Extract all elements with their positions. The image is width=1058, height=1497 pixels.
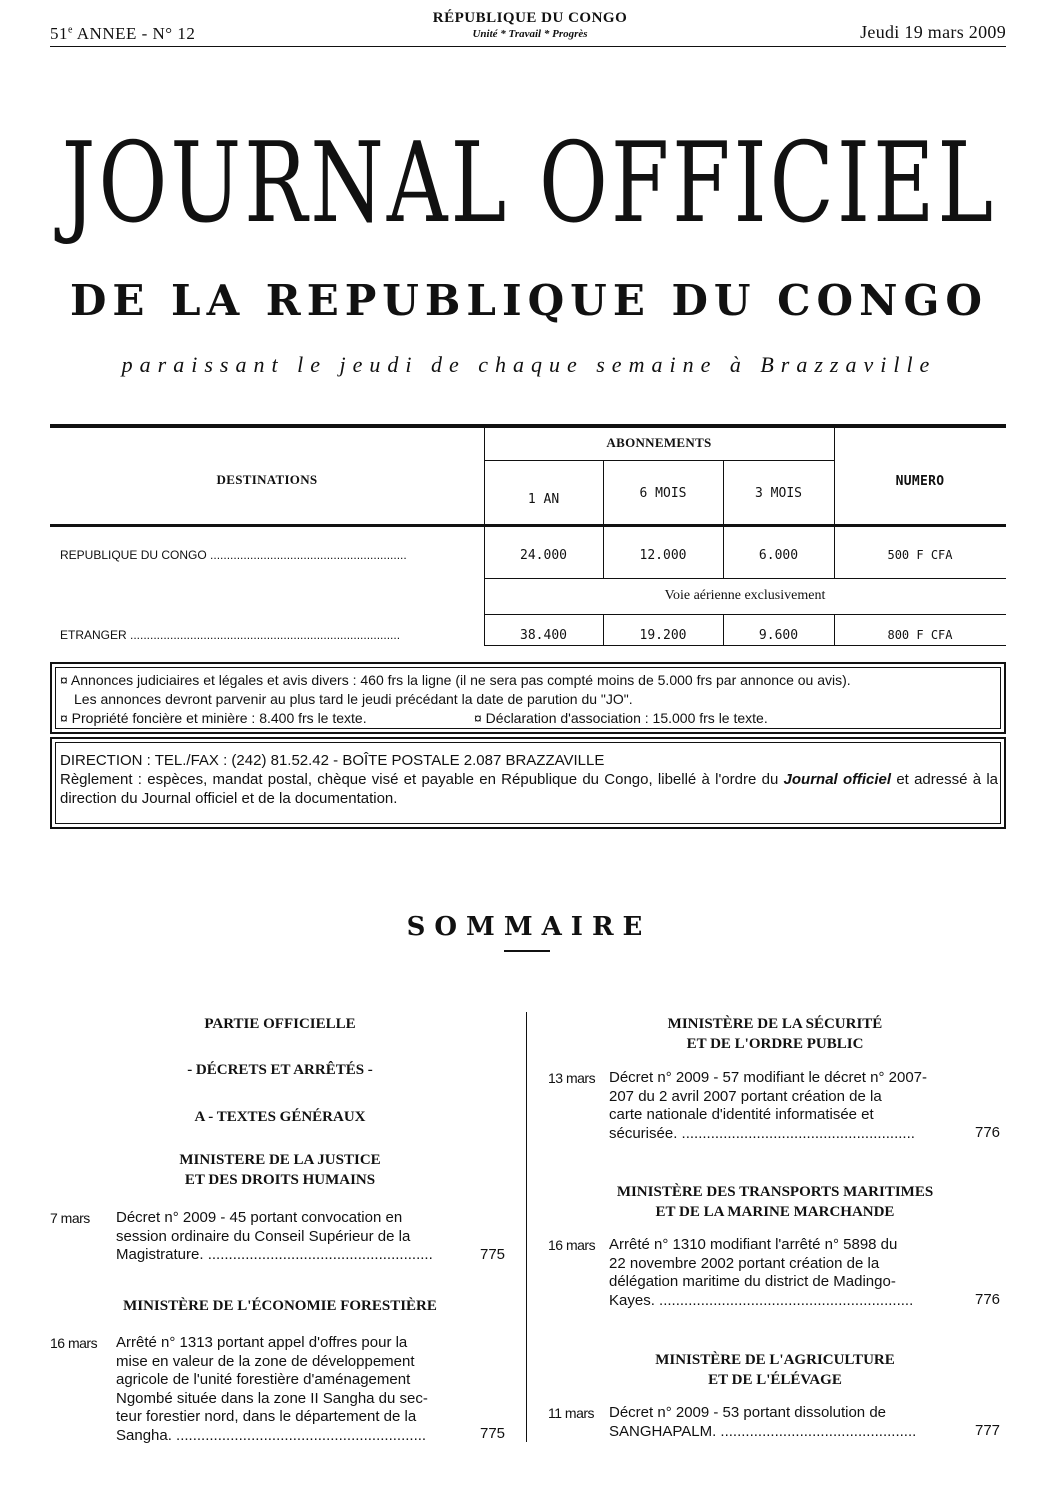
decrees-heading: - DÉCRETS ET ARRÊTÉS - bbox=[187, 1062, 373, 1078]
entry-text bbox=[116, 1209, 454, 1265]
masthead-republic bbox=[360, 10, 700, 40]
ministry-justice-line1: MINISTERE DE LA JUSTICE bbox=[179, 1152, 381, 1168]
issue-date: Jeudi 19 mars 2009 bbox=[860, 22, 1006, 42]
entry-page: 776 bbox=[975, 1124, 1001, 1141]
payment-journal-name: Journal officiel bbox=[783, 771, 892, 788]
entry-line: Arrêté n° 1310 modifiant l'arrêté n° 5898 du bbox=[609, 1236, 898, 1253]
payment-after: et adressé à la direction du Journal officiel et de la documentation. bbox=[60, 771, 998, 807]
entry-line: Décret n° 2009 - 57 modifiant le décret n° 2007- bbox=[609, 1069, 928, 1086]
entry-date: 11 mars bbox=[548, 1405, 595, 1421]
subscription-rate-table bbox=[50, 424, 1006, 646]
entry-line: délégation maritime du district de Madingo- bbox=[609, 1273, 896, 1290]
entry-text bbox=[609, 1236, 949, 1310]
entry-date: 16 mars bbox=[548, 1237, 596, 1253]
row-foreign-label: ETRANGER ................................................................................. bbox=[60, 628, 401, 642]
entry-text bbox=[609, 1404, 949, 1441]
entry-page: 776 bbox=[975, 1291, 1001, 1308]
notice-line-3a: ¤ Propriété foncière et minière : 8.400 frs le texte. bbox=[60, 710, 367, 726]
divider-dest bbox=[484, 426, 485, 645]
journal-subtitle: DE LA REPUBLIQUE DU CONGO bbox=[70, 276, 988, 325]
entry-text bbox=[116, 1334, 454, 1445]
direction-text bbox=[60, 751, 998, 808]
entry-date: 13 mars bbox=[548, 1070, 596, 1086]
sommaire-underline bbox=[504, 950, 550, 952]
general-texts-heading: A - TEXTES GÉNÉRAUX bbox=[194, 1109, 366, 1125]
table-header-rule bbox=[50, 524, 1006, 527]
table-top-rule bbox=[50, 424, 1006, 428]
announcements-notice bbox=[50, 662, 1006, 734]
entry-date: 7 mars bbox=[50, 1210, 90, 1226]
sommaire-title: SOMMAIRE bbox=[406, 912, 652, 942]
entry-page: 775 bbox=[480, 1246, 506, 1263]
subscriptions-header: ABONNEMENTS bbox=[606, 435, 712, 450]
entry-text bbox=[609, 1069, 949, 1143]
numero-header: NUMERO bbox=[895, 474, 945, 489]
row-congo-label: REPUBLIQUE DU CONGO ........................................................... bbox=[60, 548, 407, 562]
ministry-agriculture-heading bbox=[545, 1350, 1005, 1390]
ministry-justice-line2: ET DES DROITS HUMAINS bbox=[184, 1172, 376, 1188]
entry-line: agricole de l'unité forestière d'aménagement bbox=[116, 1371, 411, 1388]
notice-line-2: Les annonces devront parvenir au plus tard le jeudi précédant la date de parution du "JO". bbox=[74, 691, 633, 707]
ministry-forestry-heading: MINISTÈRE DE L'ÉCONOMIE FORESTIÈRE bbox=[123, 1298, 437, 1314]
table-bottom-rule bbox=[484, 645, 1006, 646]
congo-6-months: 12.000 bbox=[639, 548, 687, 563]
entry-line: Arrêté n° 1313 portant appel d'offres pour la bbox=[116, 1334, 408, 1351]
entry-line: Ngombé située dans la zone II Sangha du sec- bbox=[116, 1389, 428, 1407]
entry-date: 16 mars bbox=[50, 1335, 98, 1351]
air-mail-note: Voie aérienne exclusivement bbox=[664, 588, 826, 603]
national-motto: Unité * Travail * Progrès bbox=[472, 28, 588, 40]
entry-line: mise en valeur de la zone de développement bbox=[116, 1352, 415, 1370]
column-divider bbox=[526, 1012, 527, 1442]
period-3-months: 3 MOIS bbox=[755, 486, 802, 501]
entry-line: Magistrature. ...................................................... bbox=[116, 1246, 433, 1263]
issue-prefix: 51 bbox=[50, 24, 68, 43]
air-rule bbox=[484, 614, 1006, 615]
payment-terms bbox=[60, 770, 998, 808]
entry-line: session ordinaire du Conseil Supérieur de la bbox=[116, 1227, 411, 1245]
ministry-justice-heading bbox=[50, 1150, 510, 1190]
entry-page: 775 bbox=[480, 1425, 506, 1442]
foreign-3-months: 9.600 bbox=[758, 628, 799, 643]
entry-line: sécurisée. ........................................................ bbox=[609, 1124, 915, 1142]
period-6-months: 6 MOIS bbox=[639, 486, 687, 501]
entry-line: SANGHAPALM. ............................................... bbox=[609, 1422, 917, 1440]
ministry-transport-line1: MINISTÈRE DES TRANSPORTS MARITIMES bbox=[616, 1184, 934, 1200]
journal-title: JOURNAL OFFICIEL bbox=[61, 118, 997, 248]
entry-line: 207 du 2 avril 2007 portant création de la bbox=[609, 1087, 882, 1105]
entry-line: Sangha. ............................................................ bbox=[116, 1426, 427, 1444]
row1-rule bbox=[484, 578, 1006, 579]
entry-line: teur forestier nord, dans le département de la bbox=[116, 1408, 417, 1425]
entry-line: Décret n° 2009 - 53 portant dissolution de bbox=[609, 1404, 887, 1421]
foreign-6-months: 19.200 bbox=[639, 628, 687, 643]
notice-line-1: ¤ Annonces judiciaires et légales et avis divers : 460 frs la ligne (il ne sera pas compté moins de 5.000 frs par annonce ou avis). bbox=[60, 672, 851, 688]
destinations-header: DESTINATIONS bbox=[216, 472, 318, 487]
publication-tagline: paraissant le jeudi de chaque semaine à Brazzaville bbox=[121, 352, 937, 377]
header-rule bbox=[50, 46, 1006, 47]
ministry-security-line2: ET DE L'ORDRE PUBLIC bbox=[686, 1036, 864, 1052]
ministry-transport-line2: ET DE LA MARINE MARCHANDE bbox=[655, 1204, 895, 1220]
payment-before: Règlement : espèces, mandat postal, chèque visé et payable en République du Congo, libellé à l'ordre du bbox=[60, 771, 784, 788]
ministry-transport-heading bbox=[545, 1182, 1005, 1222]
congo-1-year: 24.000 bbox=[520, 548, 567, 563]
direction-notice bbox=[50, 737, 1006, 829]
congo-3-months: 6.000 bbox=[758, 548, 799, 563]
ministry-agriculture-line1: MINISTÈRE DE L'AGRICULTURE bbox=[655, 1352, 895, 1368]
entry-line: Kayes. ............................................................. bbox=[609, 1291, 914, 1309]
periods-rule bbox=[484, 460, 834, 461]
entry-page: 777 bbox=[975, 1422, 1001, 1439]
issue-number bbox=[50, 24, 195, 44]
congo-numero: 500 F CFA bbox=[887, 548, 953, 562]
foreign-numero: 800 F CFA bbox=[887, 628, 953, 642]
direction-contact: DIRECTION : TEL./FAX : (242) 81.52.42 - BOÎTE POSTALE 2.087 BRAZZAVILLE bbox=[60, 752, 605, 769]
ministry-security-heading bbox=[545, 1014, 1005, 1054]
ministry-agriculture-line2: ET DE L'ÉLÉVAGE bbox=[708, 1372, 842, 1388]
entry-line: Décret n° 2009 - 45 portant convocation en bbox=[116, 1209, 403, 1226]
ministry-security-line1: MINISTÈRE DE LA SÉCURITÉ bbox=[667, 1016, 883, 1032]
official-part-heading: PARTIE OFFICIELLE bbox=[204, 1016, 356, 1032]
republic-name: RÉPUBLIQUE DU CONGO bbox=[432, 10, 628, 26]
issue-sup: e bbox=[68, 24, 73, 36]
entry-line: 22 novembre 2002 portant création de la bbox=[609, 1254, 880, 1272]
foreign-1-year: 38.400 bbox=[520, 628, 567, 643]
notice-line-3b: ¤ Déclaration d'association : 15.000 frs le texte. bbox=[474, 710, 768, 726]
entry-line: carte nationale d'identité informatisée et bbox=[609, 1106, 874, 1123]
period-1-year: 1 AN bbox=[527, 492, 560, 507]
issue-rest: ANNEE - N° 12 bbox=[72, 24, 196, 43]
